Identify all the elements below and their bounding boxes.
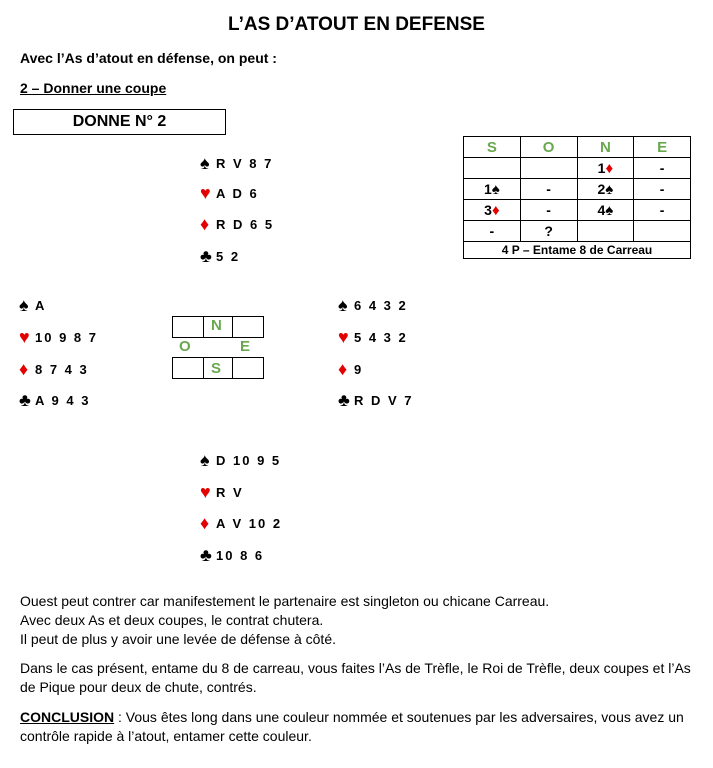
spade-icon: ♠ xyxy=(338,295,348,315)
bidding-header: E xyxy=(634,137,691,158)
bidding-header-row xyxy=(464,137,691,158)
bid-cell xyxy=(464,179,521,200)
text-line: Il peut de plus y avoir une levée de défense à côté. xyxy=(20,631,336,647)
compass-cell xyxy=(172,316,204,338)
bid-cell xyxy=(577,179,634,200)
bidding-row xyxy=(464,200,691,221)
page-title: L’AS D’ATOUT EN DEFENSE xyxy=(228,14,485,35)
bid-cell: - xyxy=(520,179,577,200)
east-clubs: ♣ R D V 7 xyxy=(338,390,414,410)
spade-icon: ♠ xyxy=(200,153,210,173)
east-spades: ♠ 6 4 3 2 xyxy=(338,295,408,315)
bidding-row xyxy=(464,158,691,179)
compass-south: S xyxy=(211,360,222,377)
conclusion-label: CONCLUSION xyxy=(20,709,115,725)
bid-level: 4 xyxy=(597,201,606,218)
heart-icon: ♥ xyxy=(200,482,211,502)
bid-cell: - xyxy=(634,179,691,200)
club-icon: ♣ xyxy=(200,545,212,565)
bid-cell: - xyxy=(634,158,691,179)
spade-icon: ♠ xyxy=(200,450,210,470)
diamond-icon: ♦ xyxy=(605,159,614,177)
bidding-footer-row xyxy=(464,242,691,259)
west-clubs: ♣ A 9 4 3 xyxy=(19,390,91,410)
diamond-icon: ♦ xyxy=(491,201,500,219)
compass-west: O xyxy=(179,338,191,355)
diamond-icon: ♦ xyxy=(338,359,348,379)
bid-level: 1 xyxy=(597,159,606,176)
spade-icon: ♠ xyxy=(491,180,500,198)
heart-icon: ♥ xyxy=(338,327,349,347)
text-line: Avec deux As et deux coupes, le contrat chutera. xyxy=(20,612,324,628)
bid-cell xyxy=(634,221,691,242)
south-hearts: ♥ R V xyxy=(200,482,244,502)
compass-east: E xyxy=(240,338,251,355)
north-clubs: ♣ 5 2 xyxy=(200,246,241,266)
heart-icon: ♥ xyxy=(200,183,211,203)
case-paragraph: Dans le cas présent, entame du 8 de carreau, vous faites l’As de Trèfle, le Roi de Trèfle, deux coupes et l’As de Pique pour deux de chute, contrés. xyxy=(20,660,691,695)
bid-cell xyxy=(577,221,634,242)
compass-cell xyxy=(232,357,264,379)
bidding-table xyxy=(463,136,691,259)
conclusion-text: : Vous êtes long dans une couleur nommée et soutenues par les adversaires, vous avez un contrôle rapide à l’atout, entamer cette couleur. xyxy=(20,709,684,744)
compass-grid xyxy=(172,316,264,379)
explanation-paragraph xyxy=(20,592,700,649)
north-hearts: ♥ A D 6 xyxy=(200,183,259,203)
bid-cell xyxy=(464,158,521,179)
spade-icon: ♠ xyxy=(605,180,614,198)
south-diamonds: ♦ A V 10 2 xyxy=(200,513,283,533)
bidding-header: O xyxy=(520,137,577,158)
heart-icon: ♥ xyxy=(19,327,30,347)
diamond-icon: ♦ xyxy=(19,359,29,379)
section-heading: 2 – Donner une coupe xyxy=(20,80,167,96)
east-hearts: ♥ 5 4 3 2 xyxy=(338,327,408,347)
compass-cell xyxy=(172,357,204,379)
bid-cell xyxy=(577,200,634,221)
bid-cell xyxy=(464,200,521,221)
west-spades: ♠ A xyxy=(19,295,47,315)
spade-icon: ♠ xyxy=(19,295,29,315)
contract-and-lead: 4 P – Entame 8 de Carreau xyxy=(464,242,691,259)
bidding-row xyxy=(464,221,691,242)
spade-icon: ♠ xyxy=(605,201,614,219)
bidding-row xyxy=(464,179,691,200)
bidding-header: S xyxy=(464,137,521,158)
north-diamonds: ♦ R D 6 5 xyxy=(200,214,275,234)
diamond-icon: ♦ xyxy=(200,513,210,533)
conclusion-paragraph xyxy=(20,708,700,746)
bid-cell: - xyxy=(634,200,691,221)
south-spades: ♠ D 10 9 5 xyxy=(200,450,282,470)
text-line: Ouest peut contrer car manifestement le partenaire est singleton ou chicane Carreau. xyxy=(20,593,550,609)
club-icon: ♣ xyxy=(19,390,31,410)
bid-cell xyxy=(577,158,634,179)
club-icon: ♣ xyxy=(338,390,350,410)
bid-level: 3 xyxy=(484,201,492,218)
deal-number-box: DONNE N° 2 xyxy=(13,109,226,135)
north-spades: ♠ R V 8 7 xyxy=(200,153,274,173)
bid-cell: - xyxy=(520,200,577,221)
bid-cell xyxy=(520,158,577,179)
bid-level: 1 xyxy=(483,180,492,197)
club-icon: ♣ xyxy=(200,246,212,266)
bid-cell: ? xyxy=(520,221,577,242)
bid-cell: - xyxy=(464,221,521,242)
bidding-header: N xyxy=(577,137,634,158)
south-clubs: ♣ 10 8 6 xyxy=(200,545,265,565)
bid-level: 2 xyxy=(597,180,606,197)
compass-north: N xyxy=(211,317,222,334)
compass-cell xyxy=(232,316,264,338)
intro-text: Avec l’As d’atout en défense, on peut : xyxy=(20,50,277,66)
west-hearts: ♥ 10 9 8 7 xyxy=(19,327,98,347)
west-diamonds: ♦ 8 7 4 3 xyxy=(19,359,89,379)
diamond-icon: ♦ xyxy=(200,214,210,234)
east-diamonds: ♦ 9 xyxy=(338,359,364,379)
